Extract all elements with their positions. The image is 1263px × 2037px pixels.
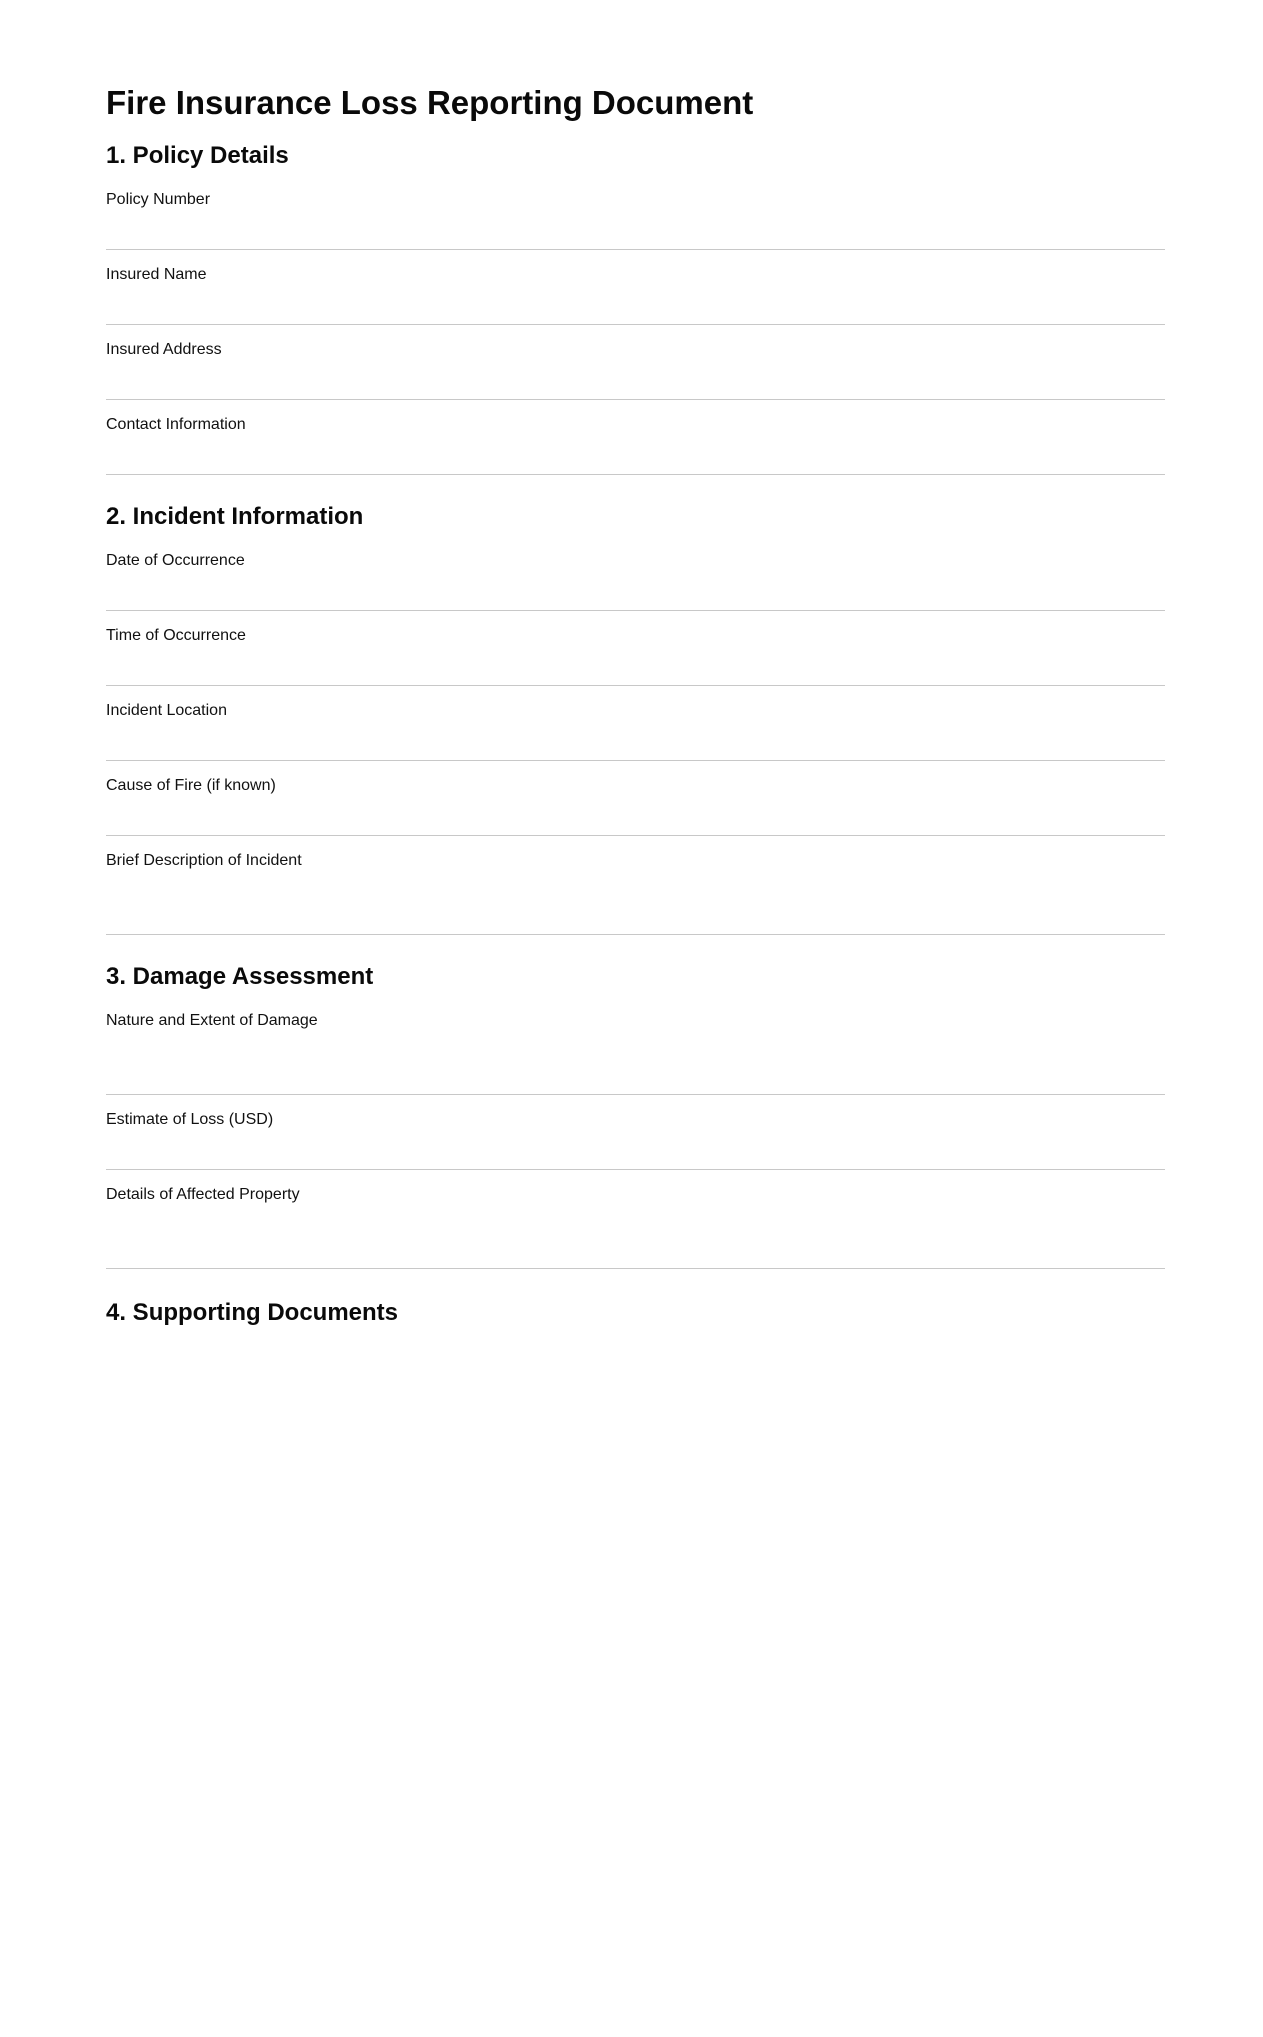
section-heading-incident-information: 2. Incident Information [106, 503, 364, 530]
field-label: Time of Occurrence [106, 627, 246, 644]
field-label: Cause of Fire (if known) [106, 777, 276, 794]
field-insured-address [106, 340, 1165, 400]
section-heading-supporting-documents: 4. Supporting Documents [106, 1299, 399, 1326]
field-label: Date of Occurrence [106, 552, 245, 569]
field-time-of-occurrence [106, 626, 1165, 686]
section-heading-policy-details: 1. Policy Details [106, 142, 289, 169]
document-title: Fire Insurance Loss Reporting Document [106, 84, 754, 121]
field-label: Incident Location [106, 702, 227, 719]
section-heading-damage-assessment: 3. Damage Assessment [106, 963, 374, 990]
field-label: Insured Address [106, 341, 222, 358]
field-brief-description-of-incident [106, 851, 1165, 935]
brief-description-input[interactable] [106, 904, 1165, 932]
time-of-occurrence-input[interactable] [106, 655, 1165, 683]
insured-address-input[interactable] [106, 369, 1165, 397]
field-cause-of-fire [106, 776, 1165, 836]
nature-and-extent-of-damage-input[interactable] [106, 1064, 1165, 1092]
field-nature-and-extent-of-damage [106, 1011, 1165, 1095]
field-incident-location [106, 701, 1165, 761]
field-label: Insured Name [106, 266, 207, 283]
field-estimate-of-loss [106, 1110, 1165, 1170]
date-of-occurrence-input[interactable] [106, 580, 1165, 608]
field-date-of-occurrence [106, 551, 1165, 611]
field-details-of-affected-property [106, 1185, 1165, 1269]
field-label: Policy Number [106, 191, 211, 208]
estimate-of-loss-input[interactable] [106, 1139, 1165, 1167]
incident-location-input[interactable] [106, 730, 1165, 758]
section-heading-cutoff-clip [106, 1298, 1165, 1326]
field-policy-number [106, 190, 1165, 250]
field-label: Nature and Extent of Damage [106, 1012, 318, 1029]
cause-of-fire-input[interactable] [106, 805, 1165, 833]
contact-information-input[interactable] [106, 444, 1165, 472]
insured-name-input[interactable] [106, 294, 1165, 322]
field-label: Estimate of Loss (USD) [106, 1111, 274, 1128]
details-of-affected-property-input[interactable] [106, 1238, 1165, 1266]
field-label: Details of Affected Property [106, 1186, 300, 1203]
field-insured-name [106, 265, 1165, 325]
policy-number-input[interactable] [106, 219, 1165, 247]
field-label: Brief Description of Incident [106, 852, 302, 869]
field-contact-information [106, 415, 1165, 475]
field-label: Contact Information [106, 416, 246, 433]
